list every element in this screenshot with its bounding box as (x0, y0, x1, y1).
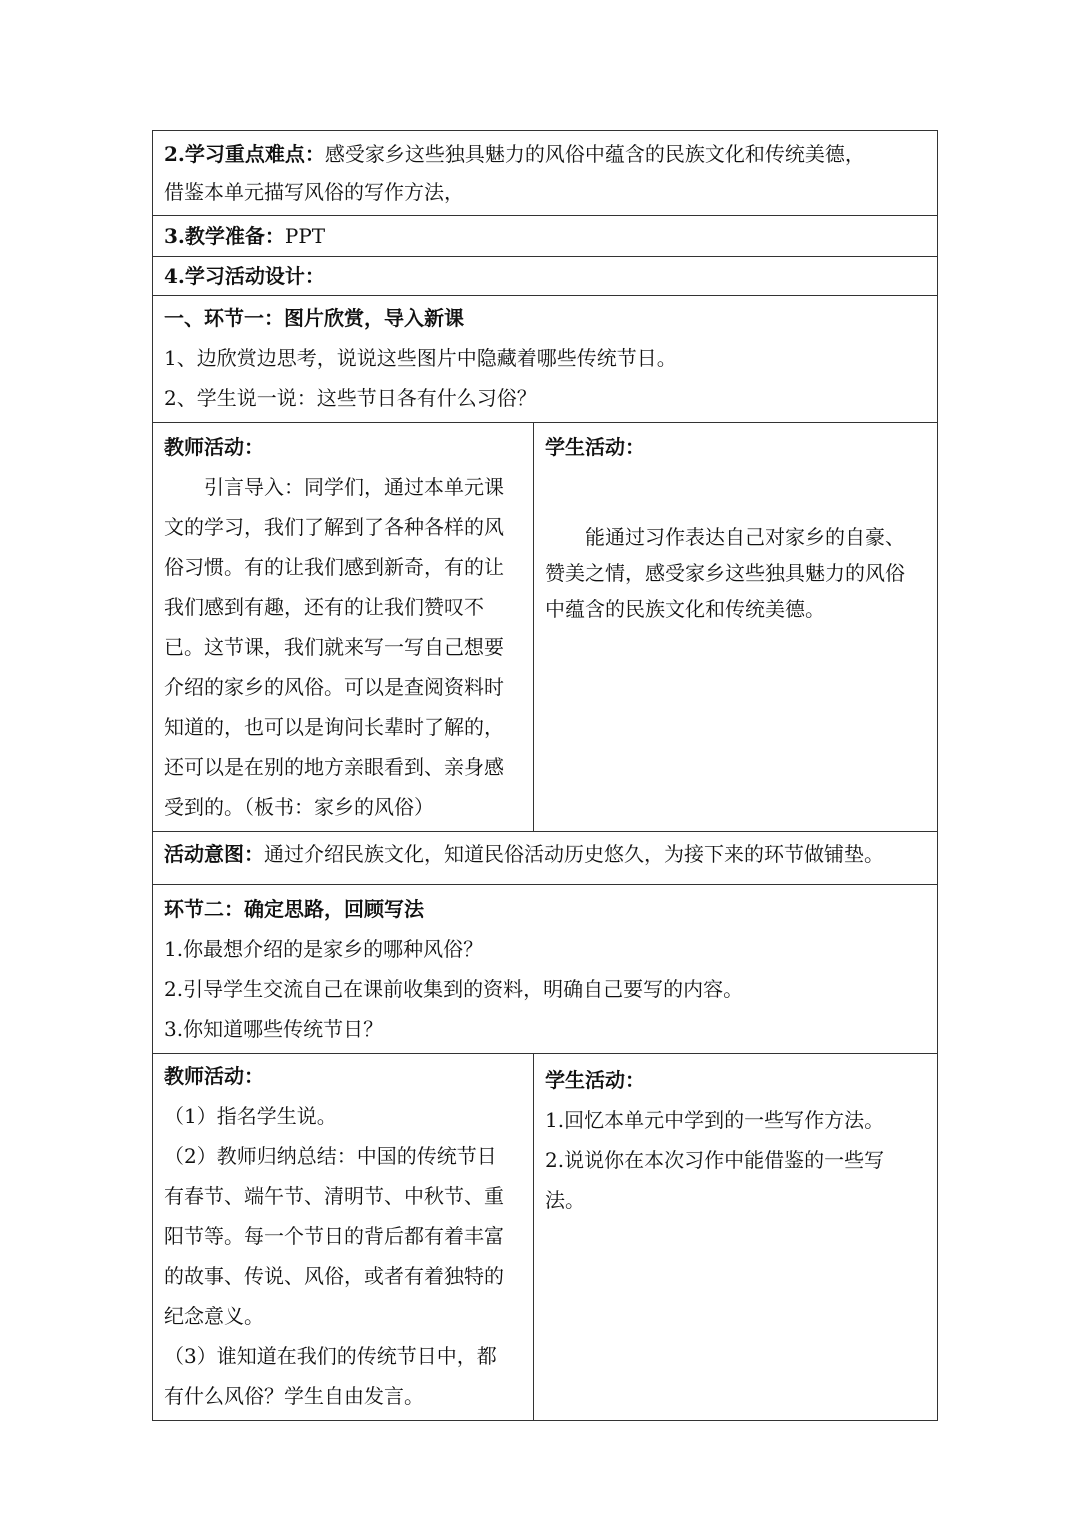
focus-text-line2: 借鉴本单元描写风俗的写作方法， (164, 180, 464, 204)
section2-activity-row (153, 1054, 938, 1421)
section1-activity-row (153, 423, 938, 832)
section1-teacher-line: 介绍的家乡的风俗。可以是查阅资料时 (164, 675, 504, 699)
section1-teacher-line: 文的学习，我们了解到了各种各样的风 (164, 515, 504, 539)
lesson-plan-page (152, 130, 937, 1421)
section1-item: 1、边欣赏边思考，说说这些图片中隐藏着哪些传统节日。 (164, 346, 677, 370)
section2-teacher-line: （1）指名学生说。 (164, 1104, 337, 1128)
section1-teacher-label: 教师活动： (164, 435, 264, 459)
design-label: 4.学习活动设计： (164, 264, 325, 288)
section1-teacher-line: 俗习惯。有的让我们感到新奇，有的让 (164, 555, 504, 579)
prep-value: PPT (284, 224, 326, 248)
section1-intro-cell (153, 296, 938, 423)
section2-item: 2.引导学生交流自己在课前收集到的资料，明确自己要写的内容。 (164, 977, 744, 1001)
section1-item: 2、学生说一说：这些节日各有什么习俗？ (164, 386, 537, 410)
design-cell (153, 257, 938, 296)
section2-teacher-line: （2）教师归纳总结：中国的传统节日 (164, 1144, 497, 1168)
focus-label: 2.学习重点难点： (164, 142, 325, 166)
section1-teacher-line: 已。这节课，我们就来写一写自己想要 (164, 635, 504, 659)
section1-intent-row (153, 832, 938, 885)
section1-teacher-line: 还可以是在别的地方亲眼看到、亲身感 (164, 755, 504, 779)
prep-cell (153, 216, 938, 257)
section2-teacher-line: 有春节、端午节、清明节、中秋节、重 (164, 1184, 504, 1208)
section2-student-label: 学生活动： (545, 1068, 645, 1092)
section2-student-line: 1.回忆本单元中学到的一些写作方法。 (545, 1108, 885, 1132)
section2-heading: 环节二：确定思路，回顾写法 (164, 897, 424, 921)
intent-text: 通过介绍民族文化，知道民俗活动历史悠久，为接下来的环节做铺垫。 (264, 842, 884, 866)
section1-teacher-line: 知道的，也可以是询问长辈时了解的， (164, 715, 504, 739)
section1-teacher-line: 受到的。（板书：家乡的风俗） (164, 795, 434, 819)
section2-teacher-line: 有什么风俗？学生自由发言。 (164, 1384, 424, 1408)
section2-student-line: 2.说说你在本次习作中能借鉴的一些写 (545, 1148, 885, 1172)
section2-intro-row (153, 885, 938, 1054)
section1-intent-cell (153, 832, 938, 885)
section2-item: 3.你知道哪些传统节日？ (164, 1017, 384, 1041)
section1-student-label: 学生活动： (545, 435, 645, 459)
section1-student-line: 赞美之情，感受家乡这些独具魅力的风俗 (545, 561, 905, 585)
intent-label: 活动意图： (164, 842, 264, 866)
section2-teacher-line: 的故事、传说、风俗，或者有着独特的 (164, 1264, 504, 1288)
focus-text-line1: 感受家乡这些独具魅力的风俗中蕴含的民族文化和传统美德， (324, 142, 865, 166)
section1-teacher-cell (153, 423, 534, 832)
section2-teacher-cell (153, 1054, 534, 1421)
section1-student-cell (534, 423, 938, 832)
section2-teacher-line: 阳节等。每一个节日的背后都有着丰富 (164, 1224, 504, 1248)
focus-cell (153, 131, 938, 216)
section2-teacher-line: 纪念意义。 (164, 1304, 264, 1328)
section2-teacher-line: （3）谁知道在我们的传统节日中，都 (164, 1344, 497, 1368)
section2-teacher-label: 教师活动： (164, 1064, 264, 1088)
prep-label: 3.教学准备： (164, 224, 285, 248)
section2-student-cell (534, 1054, 938, 1421)
section1-teacher-line: 我们感到有趣，还有的让我们赞叹不 (164, 595, 484, 619)
section2-intro-cell (153, 885, 938, 1054)
section1-intro-row (153, 296, 938, 423)
section2-student-line: 法。 (545, 1188, 585, 1212)
section2-item: 1.你最想介绍的是家乡的哪种风俗？ (164, 937, 484, 961)
section1-heading: 一、环节一：图片欣赏，导入新课 (164, 306, 464, 330)
section1-student-line: 能通过习作表达自己对家乡的自豪、 (585, 525, 905, 549)
section1-teacher-line: 引言导入：同学们，通过本单元课 (204, 475, 504, 499)
design-row (153, 257, 938, 296)
prep-row (153, 216, 938, 257)
lesson-plan-table (152, 130, 938, 1421)
focus-row (153, 131, 938, 216)
section1-student-line: 中蕴含的民族文化和传统美德。 (545, 597, 825, 621)
spacer (545, 467, 927, 519)
